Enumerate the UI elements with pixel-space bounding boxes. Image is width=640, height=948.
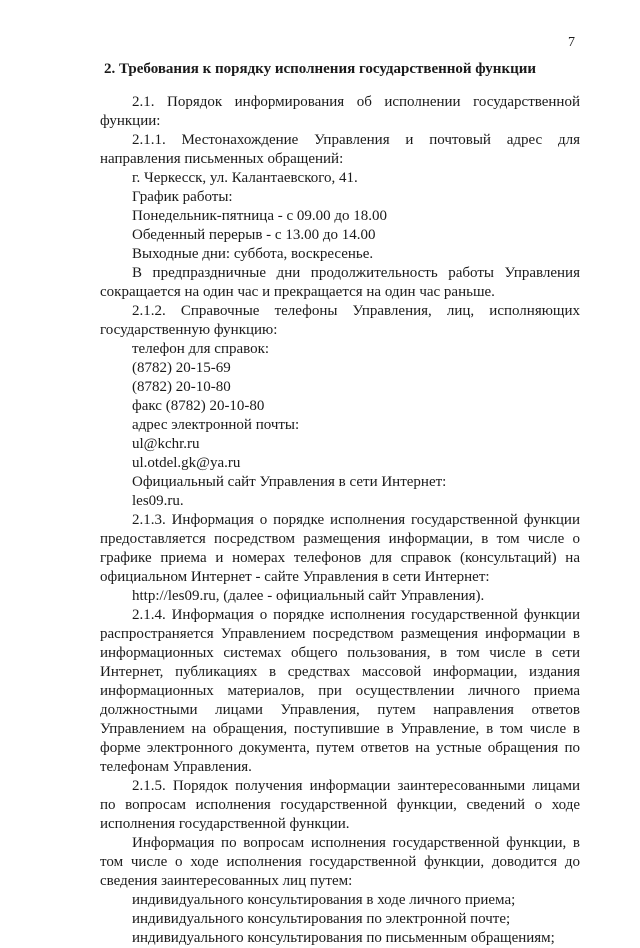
paragraph: Информация по вопросам исполнения государственной функции, в том числе о ходе исполнения государственной функции, доводится до сведения заинтересованных лиц путем: xyxy=(100,835,580,889)
text-line: Официальный сайт Управления в сети Интернет: xyxy=(132,474,447,490)
text-line: ul.otdel.gk@ya.ru xyxy=(132,455,241,471)
text-line: График работы: xyxy=(132,189,233,205)
page-number: 7 xyxy=(568,35,575,50)
text-line: Понедельник-пятница - с 09.00 до 18.00 xyxy=(132,208,388,224)
text-line: индивидуального консультирования по письменным обращениям; xyxy=(132,930,555,946)
text-line: ul@kchr.ru xyxy=(132,436,200,452)
text-line: телефон для справок: xyxy=(132,341,270,357)
text-line: адрес электронной почты: xyxy=(132,417,300,433)
paragraph: 2.1.4. Информация о порядке исполнения государственной функции распространяется Управлением посредством размещения информации в информационных системах общего пользования, в том числе в сети Интернет, публикациях в средствах массовой информации, издания информационных материалов, при осуществлении личного приема должностными лицами Управления, путем направления ответов Управлением на обращения, поступившие в Управление, в том числе в форме электронного документа, путем ответов на устные обращения по телефонам Управления. xyxy=(100,607,580,775)
text-line: les09.ru. xyxy=(132,493,184,509)
paragraph: В предпраздничные дни продолжительность работы Управления сокращается на один час и прекращается на один час раньше. xyxy=(100,265,580,300)
paragraph: 2.1.1. Местонахождение Управления и почтовый адрес для направления письменных обращений: xyxy=(100,132,580,167)
text-line: http://les09.ru, (далее - официальный сайт Управления). xyxy=(132,588,485,604)
section-heading: 2. Требования к порядку исполнения государственной функции xyxy=(103,61,537,77)
text-line: г. Черкесск, ул. Калантаевского, 41. xyxy=(132,170,358,186)
paragraph: 2.1.5. Порядок получения информации заинтересованными лицами по вопросам исполнения государственной функции, сведений о ходе исполнения государственной функции. xyxy=(100,778,580,832)
text-line: факс (8782) 20-10-80 xyxy=(132,398,265,414)
text-line: Обеденный перерыв - с 13.00 до 14.00 xyxy=(132,227,376,243)
text-line: (8782) 20-15-69 xyxy=(132,360,231,376)
text-line: (8782) 20-10-80 xyxy=(132,379,231,395)
text-line: индивидуального консультирования в ходе личного приема; xyxy=(132,892,516,908)
text-line: Выходные дни: суббота, воскресенье. xyxy=(132,246,374,262)
paragraph: 2.1.2. Справочные телефоны Управления, лиц, исполняющих государственную функцию: xyxy=(100,303,580,338)
text-line: индивидуального консультирования по электронной почте; xyxy=(132,911,511,927)
document-body xyxy=(100,93,580,948)
paragraph: 2.1.3. Информация о порядке исполнения государственной функции предоставляется посредством размещения информации, в том числе о графике приема и номерах телефонов для справок (консультаций) на официальном Интернет - сайте Управления в сети Интернет: xyxy=(100,512,580,585)
paragraph: 2.1. Порядок информирования об исполнении государственной функции: xyxy=(100,94,580,129)
